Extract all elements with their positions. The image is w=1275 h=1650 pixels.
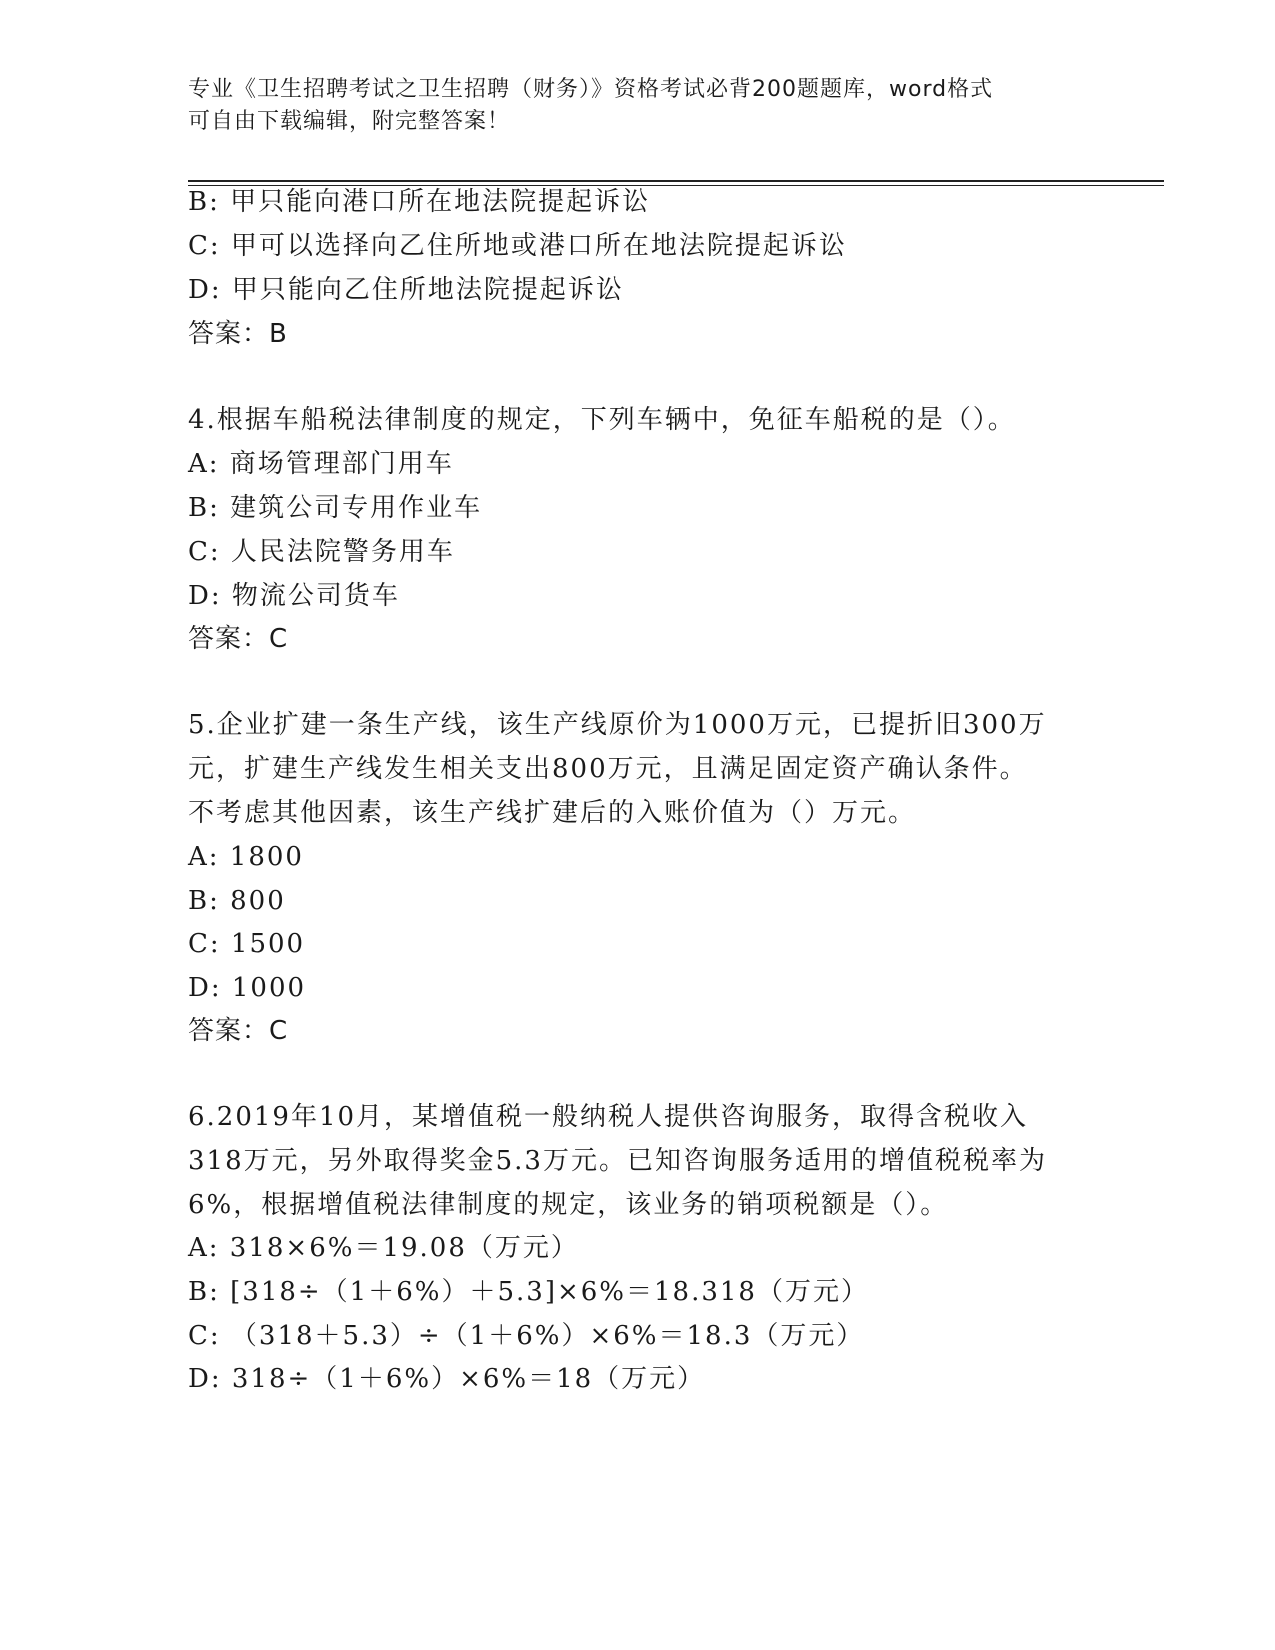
- q6-stem-line-3: 6%，根据增值税法律制度的规定，该业务的销项税额是（）。: [188, 1190, 949, 1220]
- q5-answer: 答案：C: [188, 1016, 289, 1046]
- q6-stem-line-2: 318万元，另外取得奖金5.3万元。已知咨询服务适用的增值税税率为: [188, 1146, 1047, 1176]
- q5-stem-line-3: 不考虑其他因素，该生产线扩建后的入账价值为（）万元。: [188, 798, 917, 828]
- q3-option-d: D: 甲只能向乙住所地法院提起诉讼: [188, 275, 624, 305]
- q4-option-b: B: 建筑公司专用作业车: [188, 493, 483, 523]
- q5-option-a: A: 1800: [188, 842, 304, 872]
- document-header: [188, 74, 1088, 138]
- q5-stem-line-1: 5.企业扩建一条生产线，该生产线原价为1000万元，已提折旧300万: [188, 710, 1047, 740]
- header-title-line-2: 可自由下载编辑，附完整答案！: [188, 109, 511, 134]
- q6-option-d: D: 318÷（1＋6%）×6%＝18（万元）: [188, 1364, 706, 1394]
- q6-option-a: A: 318×6%＝19.08（万元）: [188, 1233, 579, 1263]
- q4-option-a: A: 商场管理部门用车: [188, 449, 454, 479]
- q4-stem: 4.根据车船税法律制度的规定，下列车辆中，免征车船税的是（）。: [188, 405, 1016, 435]
- q6-option-c: C: （318＋5.3）÷（1＋6%）×6%＝18.3（万元）: [188, 1321, 865, 1351]
- q5-option-b: B: 800: [188, 886, 286, 916]
- q3-option-b: B: 甲只能向港口所在地法院提起诉讼: [188, 187, 651, 217]
- q5-option-c: C: 1500: [188, 929, 306, 959]
- q5-stem-line-2: 元，扩建生产线发生相关支出800万元，且满足固定资产确认条件。: [188, 754, 1028, 784]
- q4-option-d: D: 物流公司货车: [188, 581, 400, 611]
- header-title-line-1: 专业《卫生招聘考试之卫生招聘（财务）》资格考试必背200题题库，word格式: [188, 77, 994, 102]
- q6-stem-line-1: 6.2019年10月，某增值税一般纳税人提供咨询服务，取得含税收入: [188, 1102, 1029, 1132]
- q3-answer: 答案：B: [188, 319, 288, 349]
- q4-option-c: C: 人民法院警务用车: [188, 537, 455, 567]
- q5-option-d: D: 1000: [188, 973, 307, 1003]
- q4-answer: 答案：C: [188, 624, 289, 654]
- q3-option-c: C: 甲可以选择向乙住所地或港口所在地法院提起诉讼: [188, 231, 847, 261]
- q6-option-b: B: [318÷（1＋6%）＋5.3]×6%＝18.318（万元）: [188, 1277, 869, 1307]
- header-divider-thick: [188, 180, 1164, 182]
